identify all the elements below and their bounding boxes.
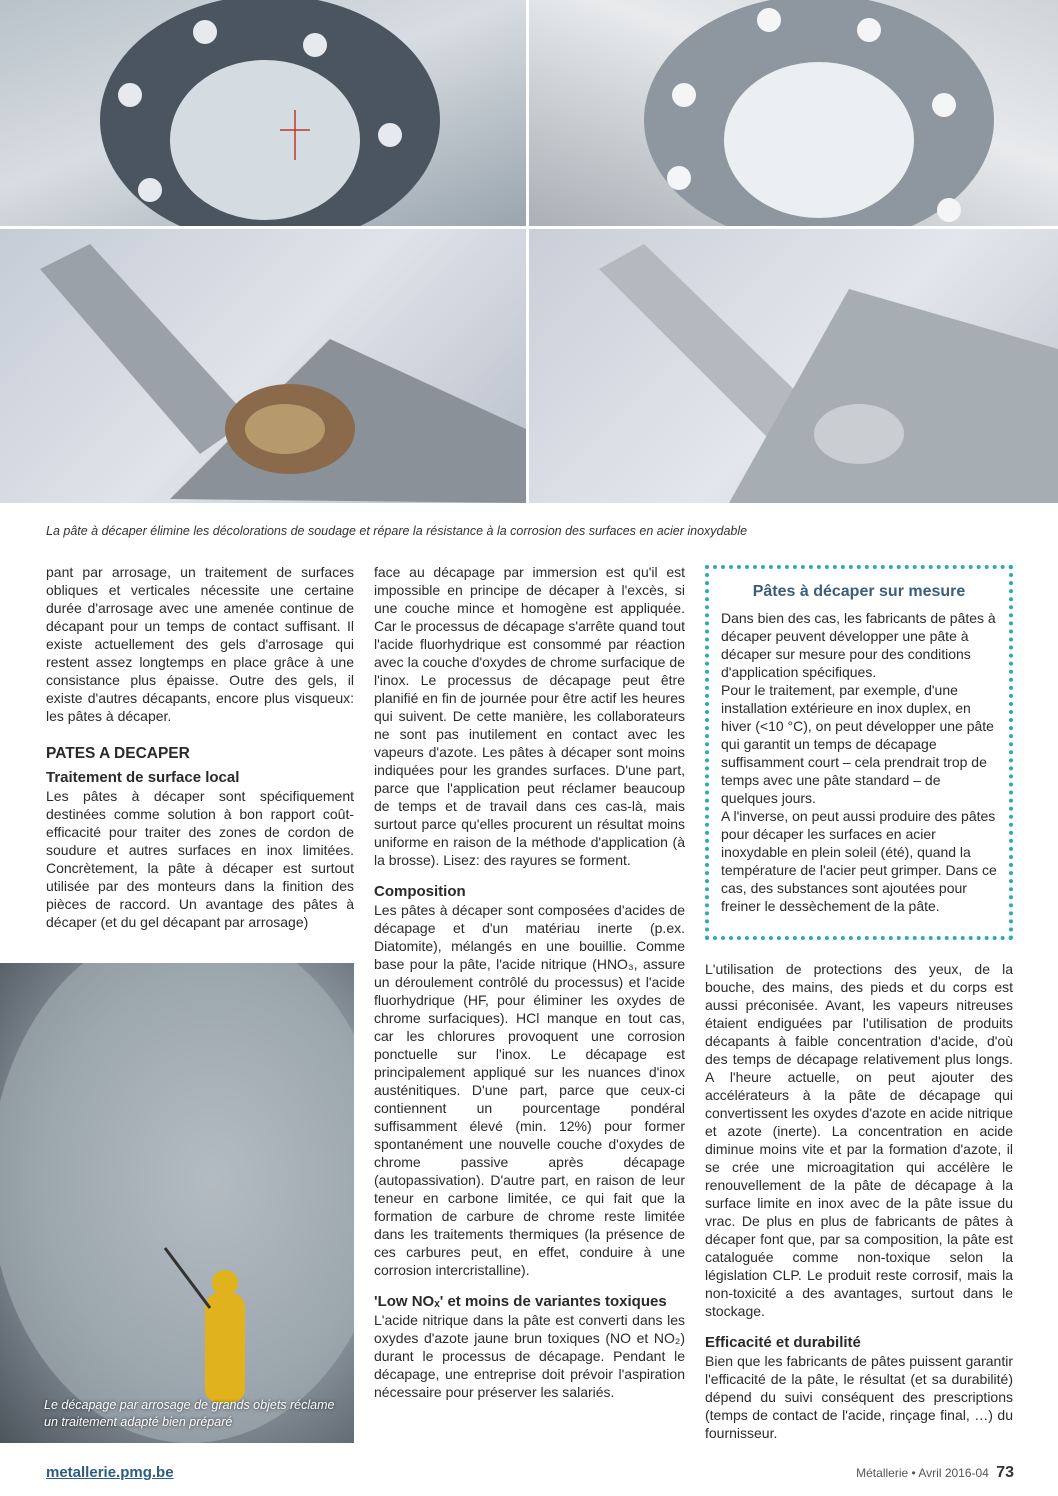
sidebar-paragraph: Pour le traitement, par exemple, d'une installation extérieure en inox duplex, en hiver (<10 °C), on peut développer une pâte qui garantit un temps de décapage suffisamment court – cela prendrait trop de temps avec une pâte standard – de quelques jours. bbox=[721, 682, 994, 806]
sidebar-paragraph: A l'inverse, on peut aussi produire des pâtes pour décaper les surfaces en acier inoxydable en plein soleil (été), quand la température de l'acier peut grimper. Dans ce cas, des substances sont ajoutées pour freiner le dessèchement de la pâte. bbox=[721, 808, 997, 914]
photo-weld-before bbox=[0, 229, 526, 503]
sidebar-box bbox=[705, 565, 1013, 940]
subsection-heading: Traitement de surface local bbox=[46, 769, 240, 786]
website-link[interactable]: metallerie.pmg.be bbox=[46, 1464, 174, 1481]
subsection-heading-efficacite: Efficacité et durabilité bbox=[705, 1334, 861, 1351]
subsection-heading-low-nox: 'Low NOₓ' et moins de variantes toxiques bbox=[374, 1293, 667, 1310]
page-footer bbox=[856, 1464, 1014, 1482]
spray-pickling-drawing bbox=[0, 963, 354, 1443]
paragraph: Les pâtes à décaper sont spécifiquement destinées comme solution à bon rapport coût-efficacité pour traiter des zones de cordon de soudure et autres surfaces en inox limitées. Concrètement, la pâte à décaper est surtout utilisée par des monteurs dans la finition des pièces de raccord. Un avantage des pâtes à décaper (et du gel décapant par arrosage) bbox=[46, 788, 354, 930]
sidebar-title: Pâtes à décaper sur mesure bbox=[752, 583, 966, 600]
photo-weld-after bbox=[529, 229, 1058, 503]
weld-before-drawing bbox=[0, 229, 526, 503]
paragraph: face au décapage par immersion est qu'il est impossible en principe de décaper à l'excès, si une couche mince et homogène est appliquée. Car le processus de décapage s'arrête quand tout l'acide fluorhydrique est consommé par réaction avec la couche d'oxydes de chrome surfacique de l'inox. Le processus de décapage peut être planifié en fin de journée pour être actif les heures qui suivent. De cette manière, les collaborateurs ne sont pas inutilement en contact avec les vapeurs d'azote. Les pâtes à décaper sont moins indiquées pour les grandes surfaces. D'une part, parce que l'application peut réclamer beaucoup de temps et de travail dans ces cas-là, mais surtout parce qu'elles procurent un résultat moins uniforme en raison de la méthode d'application (à la brosse). Lisez: des rayures se forment. bbox=[374, 564, 685, 868]
article-column-1 bbox=[46, 563, 354, 931]
photo-spray-pickling bbox=[0, 963, 354, 1443]
paragraph: L'acide nitrique dans la pâte est converti dans les oxydes d'azote jaune brun toxiques (NO et NO₂) durant le processus de décapage. Pendant le décapage, une entreprise doit prévoir l'aspiration nécessaire pour préserver les salariés. bbox=[374, 1312, 685, 1400]
flange-after-drawing bbox=[529, 0, 1058, 226]
paragraph: L'utilisation de protections des yeux, de la bouche, des mains, des pieds et du corps est aussi préconisée. Avant, les vapeurs nitreuses étaient endiguées par l'utilisation de produits décapants à faible concentration d'acide, d'où des temps de décapage relativement plus longs. A l'heure actuelle, on peut ajouter des accélérateurs à la pâte de décapage qui convertissent les oxydes d'azote en acide nitrique et azote (inerte). La concentration en acide diminue moins vite et par la formation d'azote, il se crée une microagitation qui accélère le renouvellement de la pâte de décapage à la surface limite en inox avec de la pâte issue du vrac. De plus en plus de fabricants de pâtes à décaper font que, par sa composition, la pâte est cataloguée comme non-toxique selon la législation CLP. Le produit reste corrosif, mais la non-toxicité a des avantages, surtout dans le stockage. bbox=[705, 961, 1013, 1319]
issue-info: Métallerie • Avril 2016-04 bbox=[856, 1466, 989, 1480]
subsection-heading-composition: Composition bbox=[374, 883, 466, 900]
paragraph: pant par arrosage, un traitement de surfaces obliques et verticales nécessite une certaine durée d'arrosage avec une amenée continue de décapant pour un temps de contact suffisant. Il existe actuellement des gels d'arrosage qui restent assez longtemps en place grâce à une consistance plus épaisse. Outre des gels, il existe d'autres décapants, encore plus visqueux: les pâtes à décaper. bbox=[46, 564, 354, 724]
section-heading: PATES A DECAPER bbox=[46, 745, 190, 762]
article-column-3 bbox=[705, 960, 1013, 1442]
page-number: 73 bbox=[996, 1464, 1014, 1481]
article-column-2 bbox=[374, 563, 685, 1401]
flange-before-drawing bbox=[0, 0, 526, 226]
sidebar-paragraph: Dans bien des cas, les fabricants de pâtes à décaper peuvent développer une pâte à décaper sur mesure pour des conditions d'application spécifiques. bbox=[721, 610, 996, 680]
photo-caption-bottom: Le décapage par arrosage de grands objets réclame un traitement adapté bien préparé bbox=[44, 1398, 335, 1429]
photo-flange-after bbox=[529, 0, 1058, 226]
weld-after-drawing bbox=[529, 229, 1058, 503]
photo-caption: La pâte à décaper élimine les décolorations de soudage et répare la résistance à la corrosion des surfaces en acier inoxydable bbox=[46, 524, 748, 538]
paragraph: Bien que les fabricants de pâtes puissent garantir l'efficacité de la pâte, le résultat (et sa durabilité) dépend du suivi conséquent des prescriptions (temps de contact de l'acide, rinçage final, …) du fournisseur. bbox=[705, 1353, 1013, 1441]
paragraph: Les pâtes à décaper sont composées d'acides de décapage et d'un matériau inerte (p.ex. Diatomite), mélangés en une bouillie. Comme base pour la pâte, l'acide nitrique (HNO₃, assure un déroulement contrôlé du processus) et l'acide fluorhydrique (HF, pour éliminer les oxydes de chrome surfaciques). HCl manque en tout cas, car les chlorures provoquent une corrosion ponctuelle sur l'inox. Le décapage est principalement appliqué sur les nuances d'inox austénitiques. D'une part, parce que ceux-ci contiennent un pourcentage pondéral suffisamment élevé (min. 12%) pour former spontanément une nouvelle couche d'oxydes de chrome passive après décapage (autopassivation). D'autre part, en raison de leur teneur en carbone limitée, ce qui fait que la formation de carbure de chrome reste limitée dans les traitements thermiques (la présence de ces carbures peut, en effet, conduire à une corrosion intercristalline). bbox=[374, 902, 685, 1278]
photo-flange-before bbox=[0, 0, 526, 226]
